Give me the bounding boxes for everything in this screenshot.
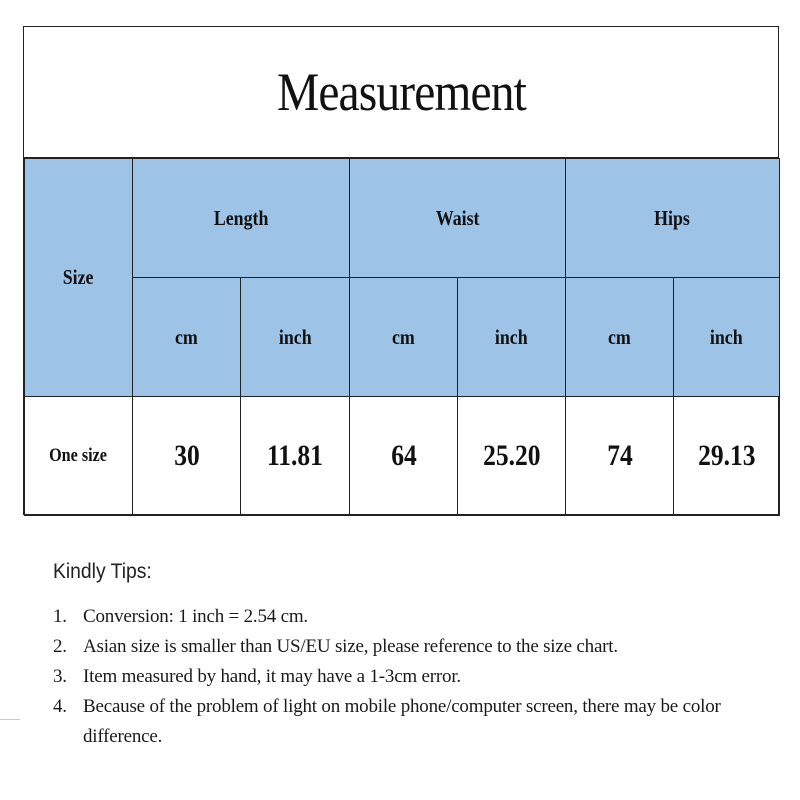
waist-header-label: Waist xyxy=(435,205,480,230)
list-item xyxy=(53,692,773,752)
value-cell xyxy=(566,397,674,516)
tip-text: Item measured by hand, it may have a 1-3cm error. xyxy=(83,666,461,687)
value-cell xyxy=(350,397,458,516)
unit-label: cm xyxy=(392,324,415,349)
unit-cell xyxy=(133,278,241,397)
value: 74 xyxy=(606,439,633,472)
value-cell xyxy=(458,397,566,516)
value-cell xyxy=(133,397,241,516)
value: 30 xyxy=(173,439,200,472)
tip-number: 4. xyxy=(53,696,67,717)
tip-text: Asian size is smaller than US/EU size, please reference to the size chart. xyxy=(83,636,618,657)
chart-title-row xyxy=(24,27,778,158)
row-label: One size xyxy=(49,445,108,466)
value: 11.81 xyxy=(267,439,323,472)
tip-number: 3. xyxy=(53,666,67,687)
length-header-label: Length xyxy=(213,205,269,230)
unit-label: cm xyxy=(175,324,198,349)
divider xyxy=(0,719,20,720)
tips-heading: Kindly Tips: xyxy=(53,560,152,583)
tip-number: 2. xyxy=(53,636,67,657)
unit-cell xyxy=(458,278,566,397)
value: 29.13 xyxy=(697,439,756,472)
tip-text: Because of the problem of light on mobile phone/computer screen, there may be color difference. xyxy=(83,696,721,747)
unit-cell xyxy=(350,278,458,397)
unit-cell xyxy=(241,278,350,397)
header-unit-row xyxy=(25,278,780,397)
unit-label: inch xyxy=(710,324,743,349)
value: 25.20 xyxy=(482,439,541,472)
tip-text: Conversion: 1 inch = 2.54 cm. xyxy=(83,606,308,627)
value: 64 xyxy=(390,439,417,472)
size-header-cell xyxy=(25,159,133,397)
waist-header-cell xyxy=(350,159,566,278)
value-cell xyxy=(241,397,350,516)
table-row xyxy=(25,397,780,516)
size-header-label: Size xyxy=(63,265,94,289)
size-chart xyxy=(23,26,779,515)
unit-cell xyxy=(566,278,674,397)
value-cell xyxy=(674,397,780,516)
row-label-cell xyxy=(25,397,133,516)
unit-label: cm xyxy=(608,324,631,349)
list-item xyxy=(53,662,773,692)
size-table xyxy=(24,158,780,516)
tip-number: 1. xyxy=(53,606,67,627)
hips-header-label: Hips xyxy=(654,205,691,230)
list-item xyxy=(53,632,773,662)
unit-label: inch xyxy=(495,324,528,349)
hips-header-cell xyxy=(566,159,780,278)
unit-label: inch xyxy=(278,324,312,349)
list-item xyxy=(53,602,773,632)
unit-cell xyxy=(674,278,780,397)
chart-title: Measurement xyxy=(276,62,526,122)
length-header-cell xyxy=(133,159,350,278)
tips-section xyxy=(53,560,773,752)
header-group-row xyxy=(25,159,780,278)
